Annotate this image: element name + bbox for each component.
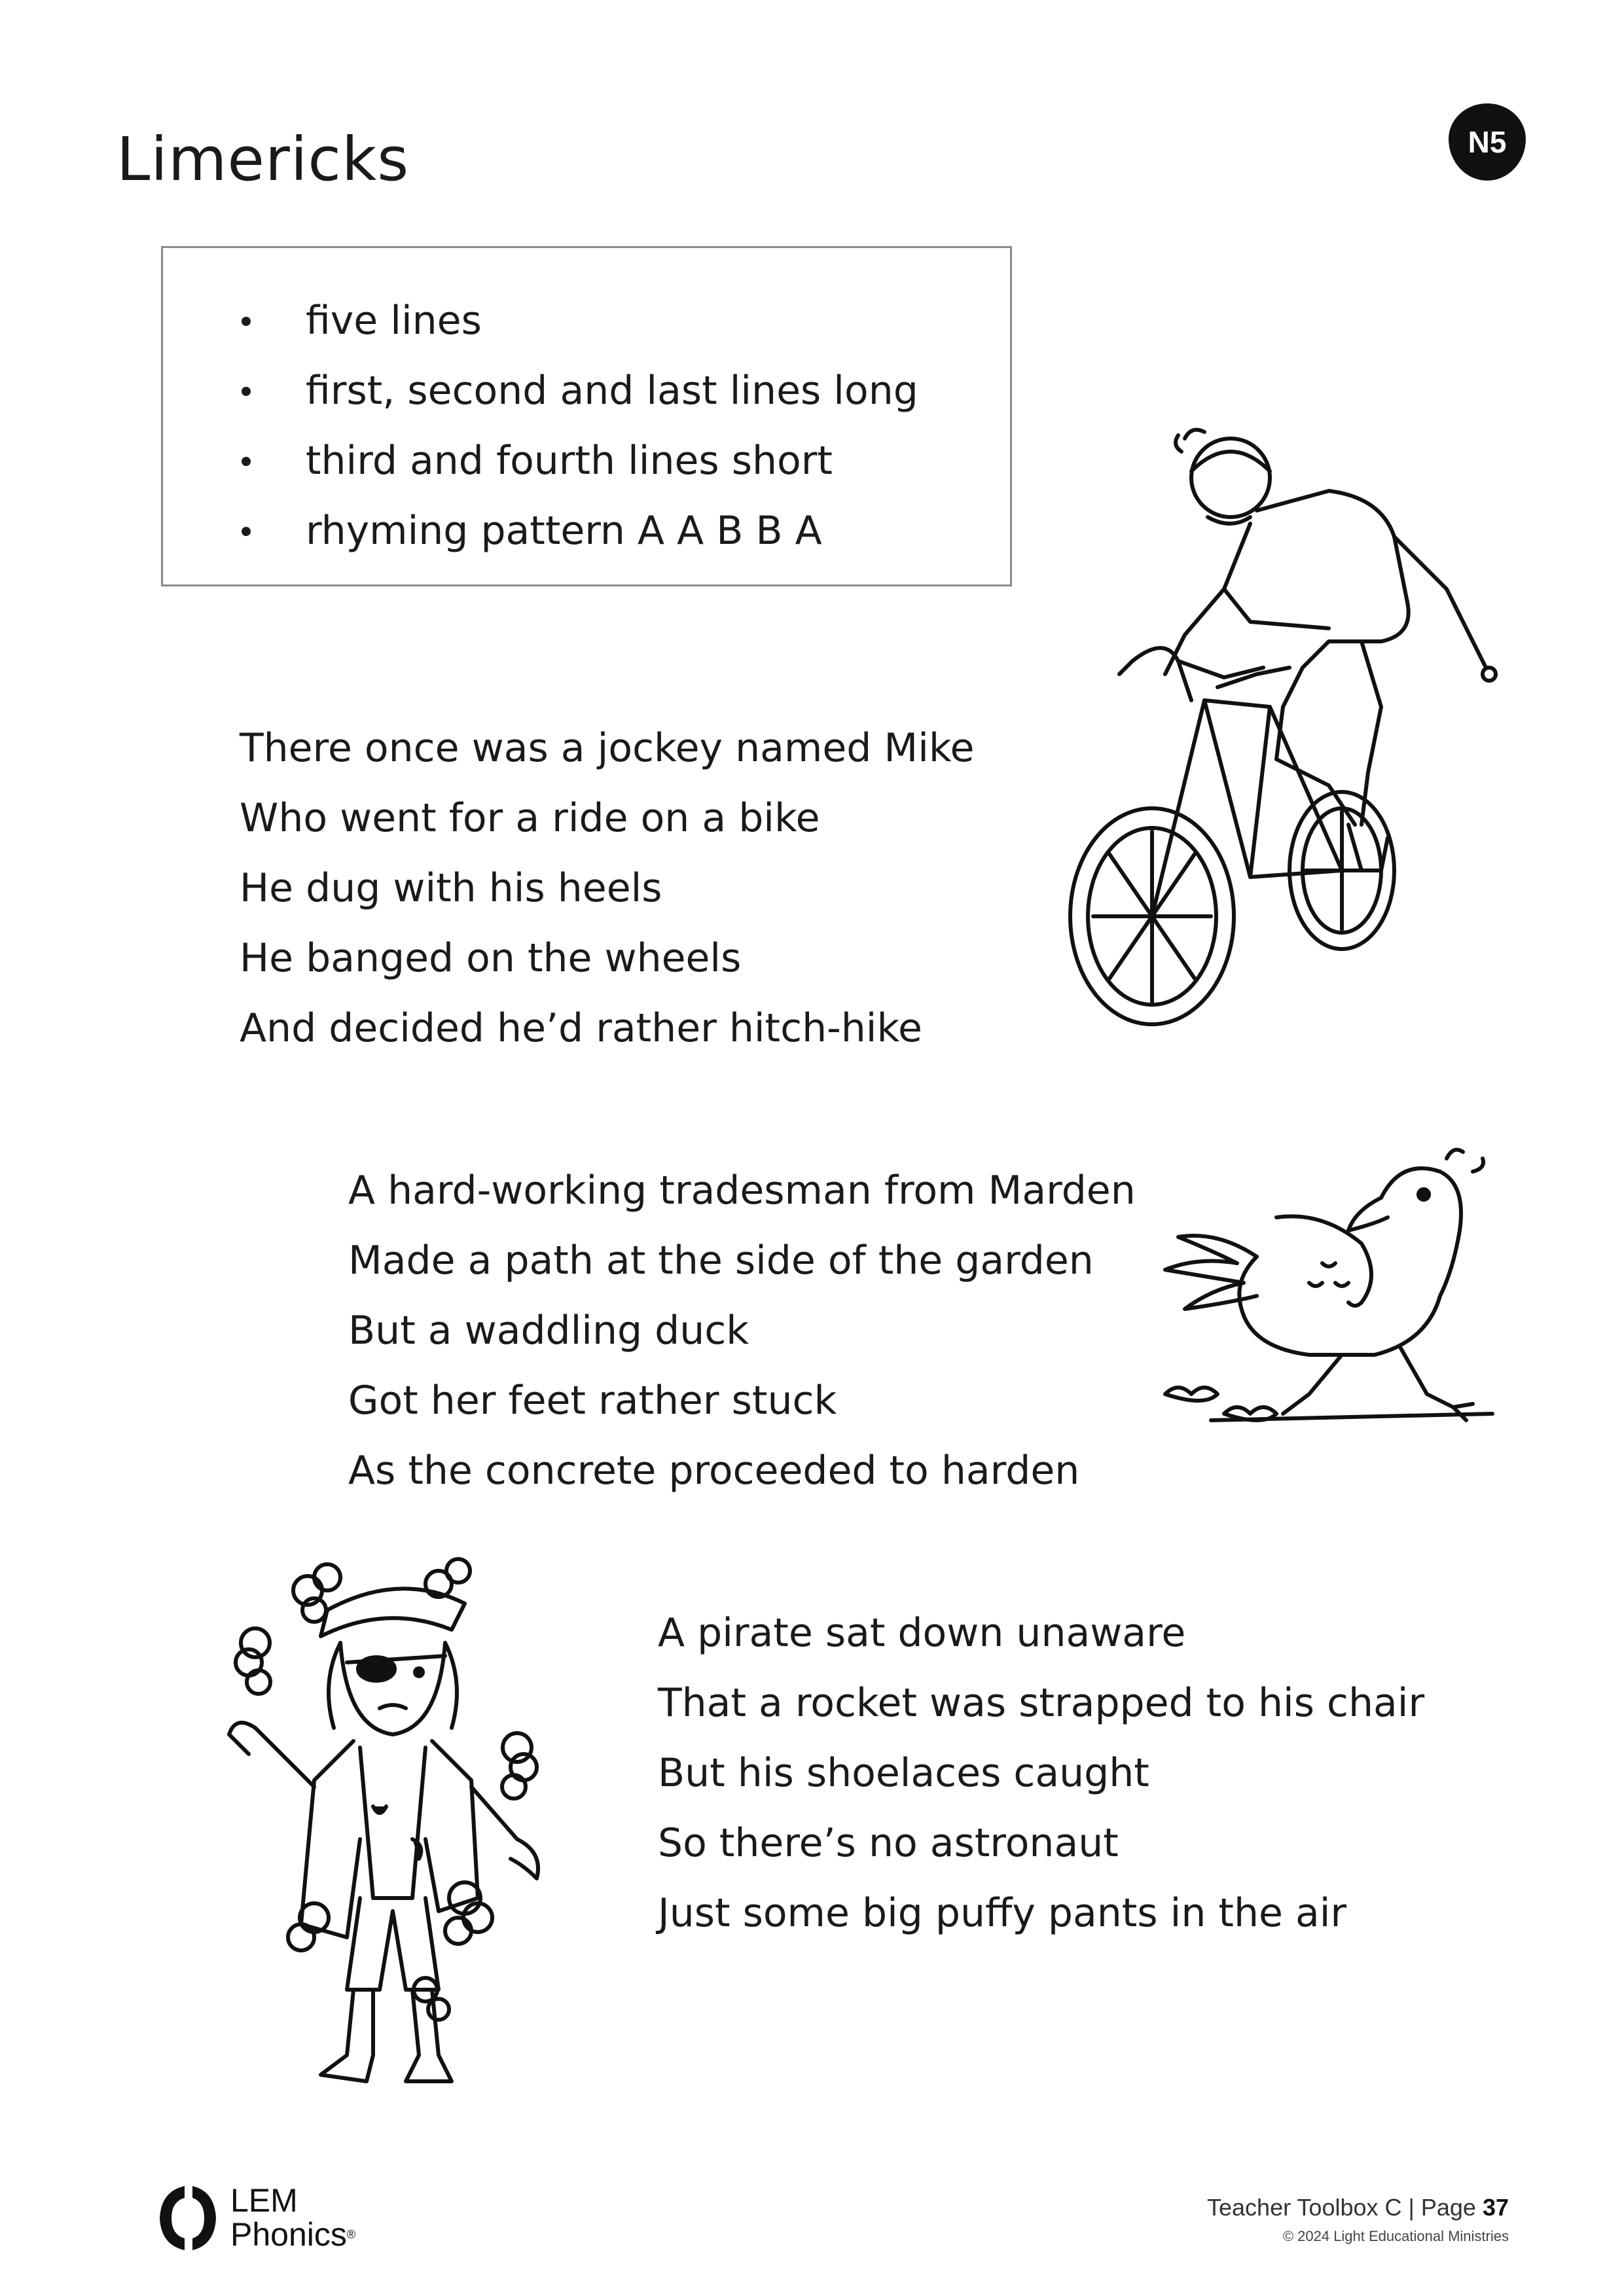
logo-line-2: Phonics [230,2216,347,2253]
page-title: Limericks [117,124,410,194]
rule-item: five lines [242,286,918,356]
poem-line: As the concrete proceeded to harden [348,1448,1080,1494]
poem-line: That a rocket was strapped to his chair [658,1680,1425,1726]
poem-line: A pirate sat down unaware [658,1610,1186,1656]
poem-duck [348,1156,1136,1506]
footer-book-page [1207,2194,1509,2221]
poem-pirate [658,1598,1424,1948]
footer-copyright: © 2024 Light Educational Ministries [1282,2228,1509,2244]
jockey-bike-illustration [1054,419,1506,1047]
rules-list [242,286,918,566]
rules-box [161,246,1012,586]
page-footer [1207,2194,1509,2245]
poem-line: Just some big puffy pants in the air [658,1890,1347,1936]
poem-line: A hard-working tradesman from Marden [348,1168,1136,1213]
poem-jockey [240,713,974,1064]
rule-item: third and fourth lines short [242,426,918,496]
duck-illustration [1126,1132,1519,1446]
logo-registered-mark: ® [346,2228,356,2241]
logo-mark-icon [154,2182,220,2254]
poem-line: Made a path at the side of the garden [348,1238,1094,1283]
poem-line: He dug with his heels [240,865,662,911]
poem-line: He banged on the wheels [240,935,742,981]
poem-line: Who went for a ride on a bike [240,795,820,841]
logo-text [230,2183,355,2251]
poem-line: There once was a jockey named Mike [240,725,975,771]
page-number: 37 [1482,2194,1509,2221]
poem-line: Got her feet rather stuck [348,1378,837,1424]
footer-book: Teacher Toolbox C | Page [1207,2194,1483,2221]
poem-line: So there’s no astronaut [658,1820,1119,1866]
rule-item: first, second and last lines long [242,356,918,426]
poem-line: But a waddling duck [348,1308,749,1354]
poem-line: And decided he’d rather hitch-hike [240,1005,922,1051]
level-badge: N5 [1449,103,1526,181]
logo-line-1: LEM [230,2182,298,2219]
rule-item: rhyming pattern A A B B A [242,496,918,566]
lem-phonics-logo [154,2182,390,2254]
pirate-illustration [216,1532,569,2108]
poem-line: But his shoelaces caught [658,1750,1149,1796]
